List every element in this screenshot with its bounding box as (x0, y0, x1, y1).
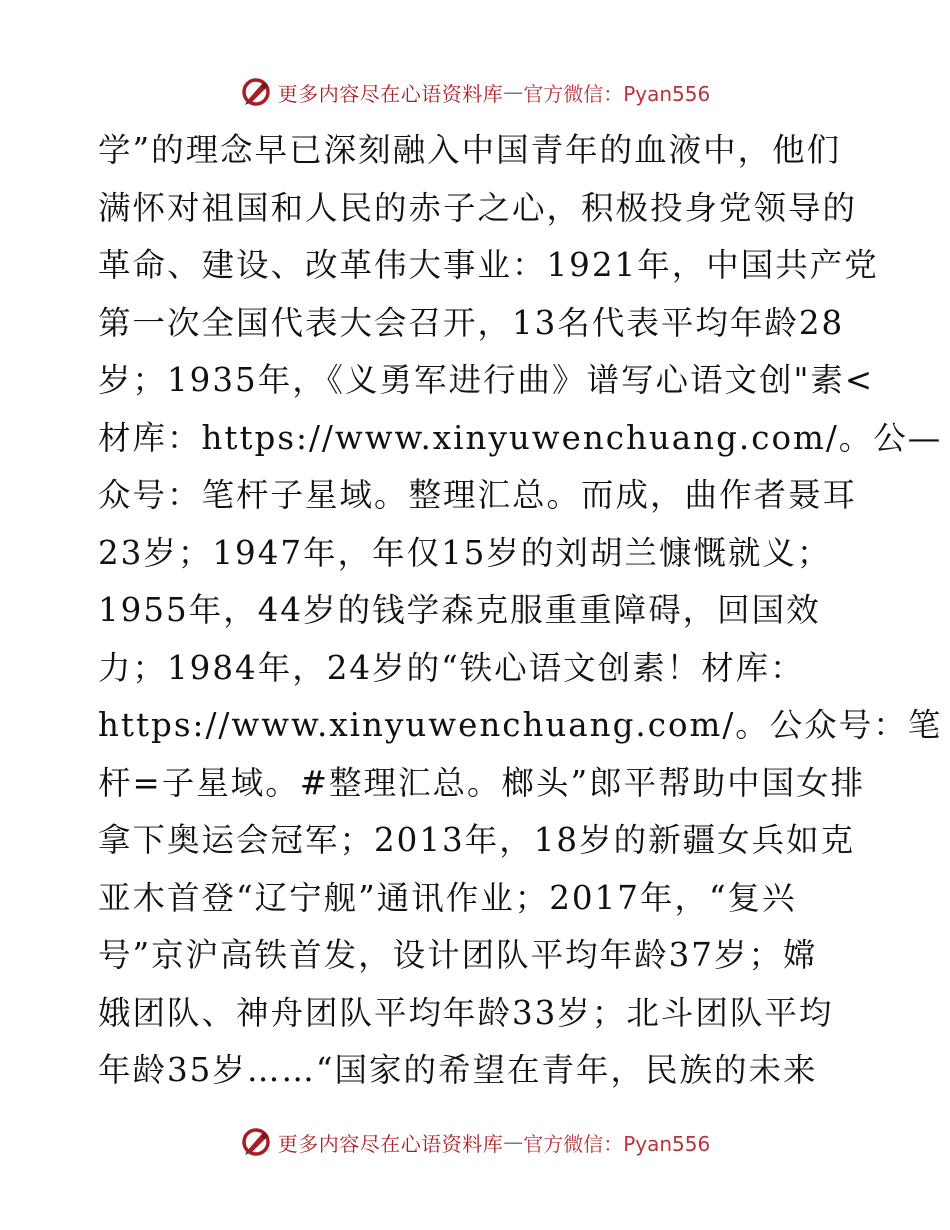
text-line: 娥团队、神舟团队平均年龄33岁；北斗团队平均 (98, 993, 834, 1032)
header-banner (0, 72, 950, 112)
pen-circle-logo-icon (240, 1126, 272, 1158)
header-brand-text: 更多内容尽在心语资料库 (277, 81, 504, 106)
footer-wechat-text: 官方微信：Pyan556 (523, 1131, 711, 1156)
header-separator: — (503, 80, 524, 104)
text-line: 年龄35岁……“国家的希望在青年，民族的未来 (98, 1051, 818, 1089)
text-line: 亚木首登“辽宁舰”通讯作业；2017年，“复兴 (98, 878, 797, 917)
pen-circle-logo-icon (240, 76, 272, 108)
document-body (98, 122, 943, 1100)
footer-separator: — (503, 1130, 524, 1154)
text-line: 革命、建设、改革伟大事业：1921年，中国共产党 (98, 246, 879, 284)
text-line: 材库：https://www.xinyuwenchuang.com/。公— (98, 418, 943, 457)
text-line: 1955年，44岁的钱学森克服重重障碍，回国效 (98, 591, 821, 629)
text-line: https://www.xinyuwenchuang.com/。公众号：笔 (98, 706, 943, 744)
text-line: 众号：笔杆子星域。整理汇总。而成，曲作者聂耳 (98, 476, 858, 514)
text-line: 岁；1935年，《义勇军进行曲》谱写心语文创"素< (98, 361, 875, 399)
text-line: 杆=子星域。#整理汇总。榔头”郎平帮助中国女排 (98, 763, 866, 802)
text-line: 力；1984年，24岁的“铁心语文创素！材库： (98, 648, 805, 687)
text-line: 学”的理念早已深刻融入中国青年的血液中，他们 (98, 131, 842, 169)
footer-brand-text: 更多内容尽在心语资料库 (277, 1131, 504, 1156)
text-line: 23岁；1947年，年仅15岁的刘胡兰慷慨就义； (98, 533, 832, 572)
text-line: 满怀对祖国和人民的赤子之心，积极投身党领导的 (98, 188, 858, 227)
text-line: 号”京沪高铁首发，设计团队平均年龄37岁；嫦 (98, 936, 818, 974)
text-line: 拿下奥运会冠军；2013年，18岁的新疆女兵如克 (98, 821, 856, 859)
header-wechat-text: 官方微信：Pyan556 (523, 81, 711, 106)
text-line: 第一次全国代表大会召开，13名代表平均年龄28 (98, 303, 845, 342)
footer-banner (0, 1122, 950, 1162)
